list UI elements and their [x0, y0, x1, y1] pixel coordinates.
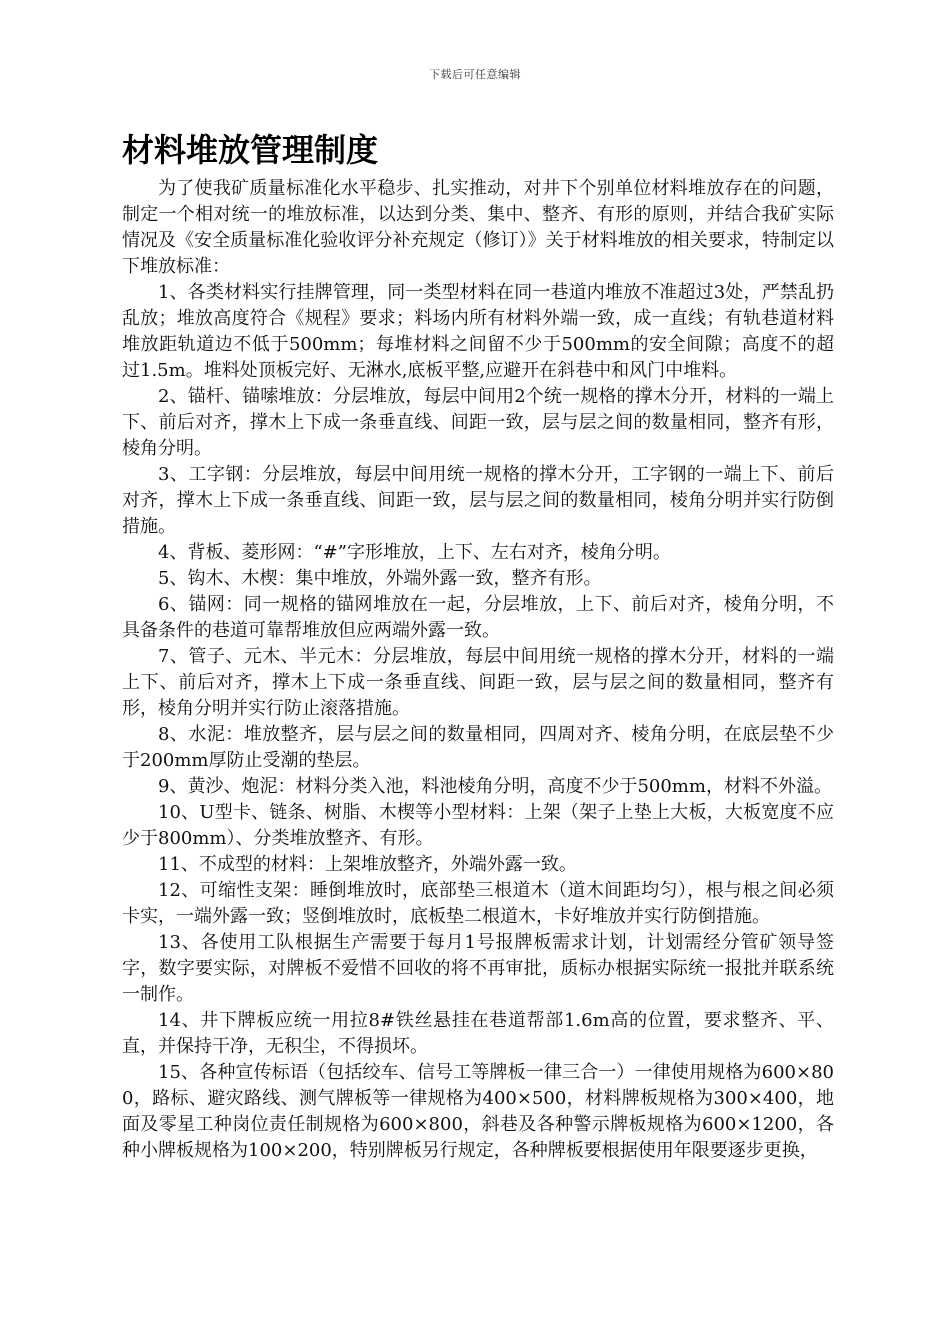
rule-14-paragraph: 14、井下牌板应统一用拉8#铁丝悬挂在巷道帮部1.6m高的位置，要求整齐、平、直，并保持干净，无积尘，不得损坏。 — [122, 1010, 834, 1057]
document-body — [122, 176, 834, 1164]
rule-9-paragraph: 9、黄沙、炮泥：材料分类入池，料池棱角分明，高度不少于500mm，材料不外溢。 — [158, 776, 832, 797]
page-header: 下载后可任意编辑 — [429, 68, 521, 81]
document-title: 材料堆放管理制度 — [122, 131, 379, 169]
rule-11-paragraph: 11、不成型的材料：上架堆放整齐，外端外露一致。 — [158, 854, 577, 875]
rule-4-paragraph: 4、背板、菱形网：“#”字形堆放，上下、左右对齐，棱角分明。 — [158, 542, 671, 563]
rule-3-paragraph: 3、工字钢：分层堆放，每层中间用统一规格的撑木分开，工字钢的一端上下、前后对齐，撑木上下成一条垂直线、间距一致，层与层之间的数量相同，棱角分明并实行防倒措施。 — [122, 464, 834, 537]
rule-2-paragraph: 2、锚杆、锚嗦堆放：分层堆放，每层中间用2个统一规格的撑木分开，材料的一端上下、前后对齐，撑木上下成一条垂直线、间距一致，层与层之间的数量相同，整齐有形，棱角分明。 — [122, 386, 834, 459]
rule-10-paragraph: 10、U型卡、链条、树脂、木楔等小型材料：上架（架子上垫上大板，大板宽度不应少于800mm）、分类堆放整齐、有形。 — [122, 802, 834, 849]
intro-paragraph: 为了使我矿质量标准化水平稳步、扎实推动，对井下个别单位材料堆放存在的问题，制定一个相对统一的堆放标准，以达到分类、集中、整齐、有形的原则，并结合我矿实际情况及《安全质量标准化验收评分补充规定（修订）》关于材料堆放的相关要求，特制定以下堆放标准： — [122, 178, 834, 277]
rule-13-paragraph: 13、各使用工队根据生产需要于每月1号报牌板需求计划，计划需经分管矿领导签字，数字要实际，对牌板不爱惜不回收的将不再审批，质标办根据实际统一报批并联系统一制作。 — [122, 932, 834, 1005]
rule-6-paragraph: 6、锚网：同一规格的锚网堆放在一起，分层堆放，上下、前后对齐，棱角分明，不具备条件的巷道可靠帮堆放但应两端外露一致。 — [122, 594, 834, 641]
rule-7-paragraph: 7、管子、元木、半元木：分层堆放，每层中间用统一规格的撑木分开，材料的一端上下、前后对齐，撑木上下成一条垂直线、间距一致，层与层之间的数量相同，整齐有形，棱角分明并实行防止滚落措施。 — [122, 646, 834, 719]
rule-12-paragraph: 12、可缩性支架：睡倒堆放时，底部垫三根道木（道木间距均匀），根与根之间必须卡实，一端外露一致；竖倒堆放时，底板垫二根道木，卡好堆放并实行防倒措施。 — [122, 880, 834, 927]
rule-5-paragraph: 5、钩木、木楔：集中堆放，外端外露一致，整齐有形。 — [158, 568, 602, 589]
rule-15-paragraph: 15、各种宣传标语（包括绞车、信号工等牌板一律三合一）一律使用规格为600×800，路标、避灾路线、测气牌板等一律规格为400×500，材料牌板规格为300×400，地面及零星工种岗位责任制规格为600×800，斜巷及各种警示牌板规格为600×1200，各种小牌板规格为100×200，特别牌板另行规定，各种牌板要根据使用年限要逐步更换， — [122, 1062, 834, 1161]
rule-1-paragraph: 1、各类材料实行挂牌管理，同一类型材料在同一巷道内堆放不准超过3处，严禁乱扔乱放；堆放高度符合《规程》要求；料场内所有材料外端一致，成一直线；有轨巷道材料堆放距轨道边不低于500mm；每堆材料之间留不少于500mm的安全间隙；高度不的超过1.5m。堆料处顶板完好、无淋水,底板平整,应避开在斜巷中和风门中堆料。 — [122, 282, 834, 381]
rule-8-paragraph: 8、水泥：堆放整齐，层与层之间的数量相同，四周对齐、棱角分明，在底层垫不少于200mm厚防止受潮的垫层。 — [122, 724, 834, 771]
